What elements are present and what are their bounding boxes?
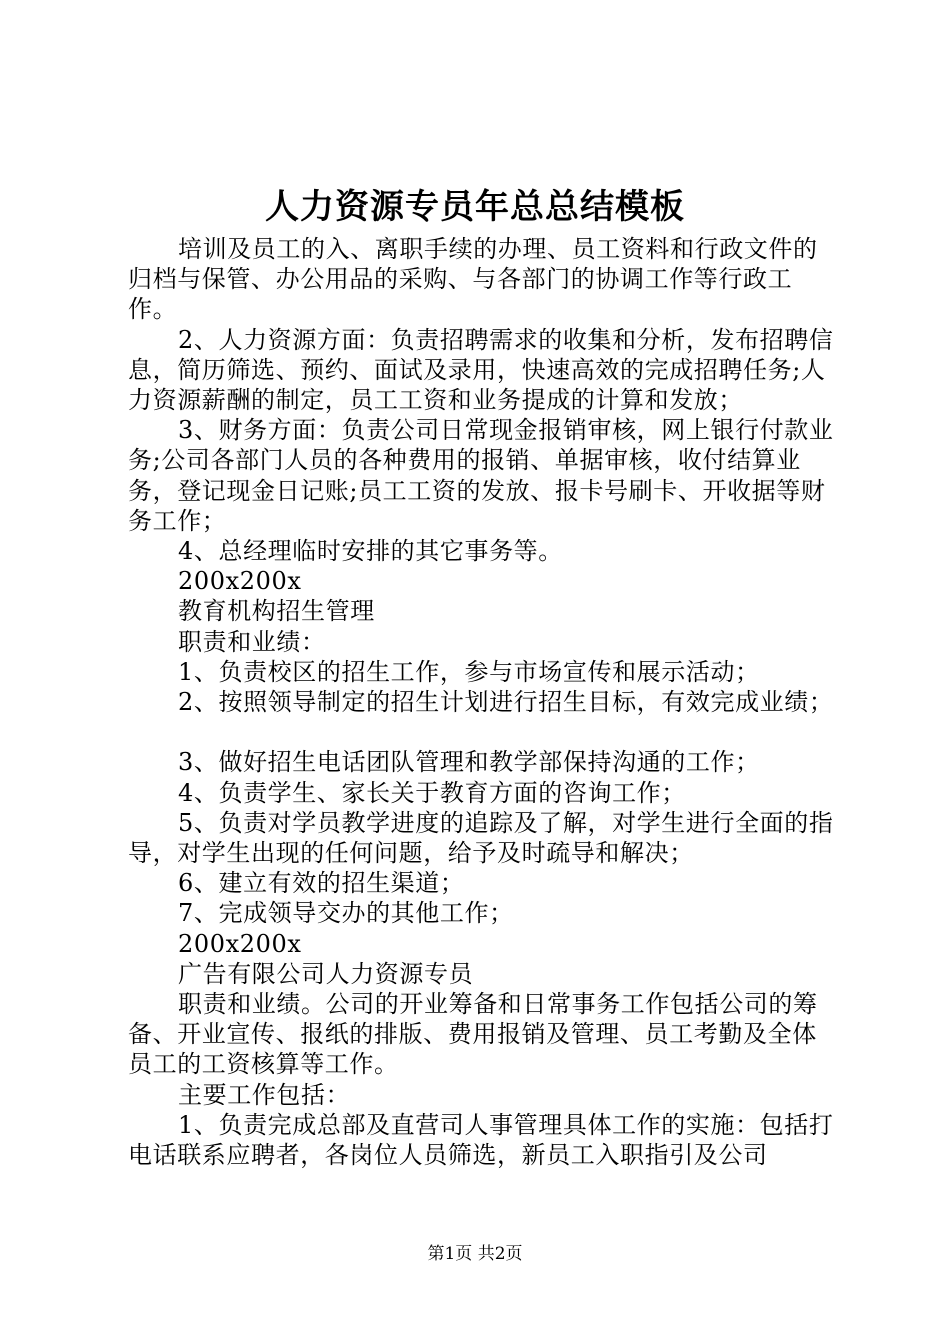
paragraph: 职责和业绩： [178, 627, 326, 656]
paragraph: 1、负责完成总部及直营司人事管理具体工作的实施：包括打电话联系应聘者，各岗位人员筛选，新员工入职指引及公司 [128, 1110, 834, 1170]
page-footer: 第1页 共2页 [427, 1244, 523, 1264]
paragraph: 2、人力资源方面：负责招聘需求的收集和分析，发布招聘信息，简历筛选、预约、面试及录用，快速高效的完成招聘任务;人力资源薪酬的制定，员工工资和业务提成的计算和发放； [128, 325, 834, 415]
paragraph: 6、建立有效的招生渠道； [178, 869, 465, 898]
paragraph: 4、总经理临时安排的其它事务等。 [178, 537, 563, 566]
paragraph: 200x200x [178, 929, 302, 958]
paragraph: 5、负责对学员教学进度的追踪及了解，对学生进行全面的指导，对学生出现的任何问题，给予及时疏导和解决； [128, 808, 834, 868]
paragraph: 教育机构招生管理 [178, 597, 375, 626]
paragraph: 2、按照领导制定的招生计划进行招生目标，有效完成业绩； [178, 688, 834, 717]
paragraph: 广告有限公司人力资源专员 [178, 959, 474, 988]
document-title: 人力资源专员年总总结模板 [265, 187, 685, 227]
paragraph: 主要工作包括： [178, 1080, 351, 1109]
paragraph: 1、负责校区的招生工作，参与市场宣传和展示活动； [178, 657, 760, 686]
paragraph: 职责和业绩。公司的开业筹备和日常事务工作包括公司的筹备、开业宣传、报纸的排版、费用报销及管理、员工考勤及全体员工的工资核算等工作。 [128, 990, 818, 1079]
paragraph: 3、财务方面：负责公司日常现金报销审核，网上银行付款业务;公司各部门人员的各种费用的报销、单据审核，收付结算业务，登记现金日记账;员工工资的发放、报卡号刷卡、开收据等财务工作； [128, 416, 834, 535]
document-body [128, 234, 838, 1170]
paragraph: 3、做好招生电话团队管理和教学部保持沟通的工作； [178, 748, 760, 777]
paragraph: 7、完成领导交办的其他工作； [178, 899, 514, 928]
paragraph: 培训及员工的入、离职手续的办理、员工资料和行政文件的归档与保管、办公用品的采购、与各部门的协调工作等行政工作。 [128, 235, 818, 324]
paragraph: 200x200x [178, 567, 302, 596]
paragraph: 4、负责学生、家长关于教育方面的咨询工作； [178, 778, 686, 807]
